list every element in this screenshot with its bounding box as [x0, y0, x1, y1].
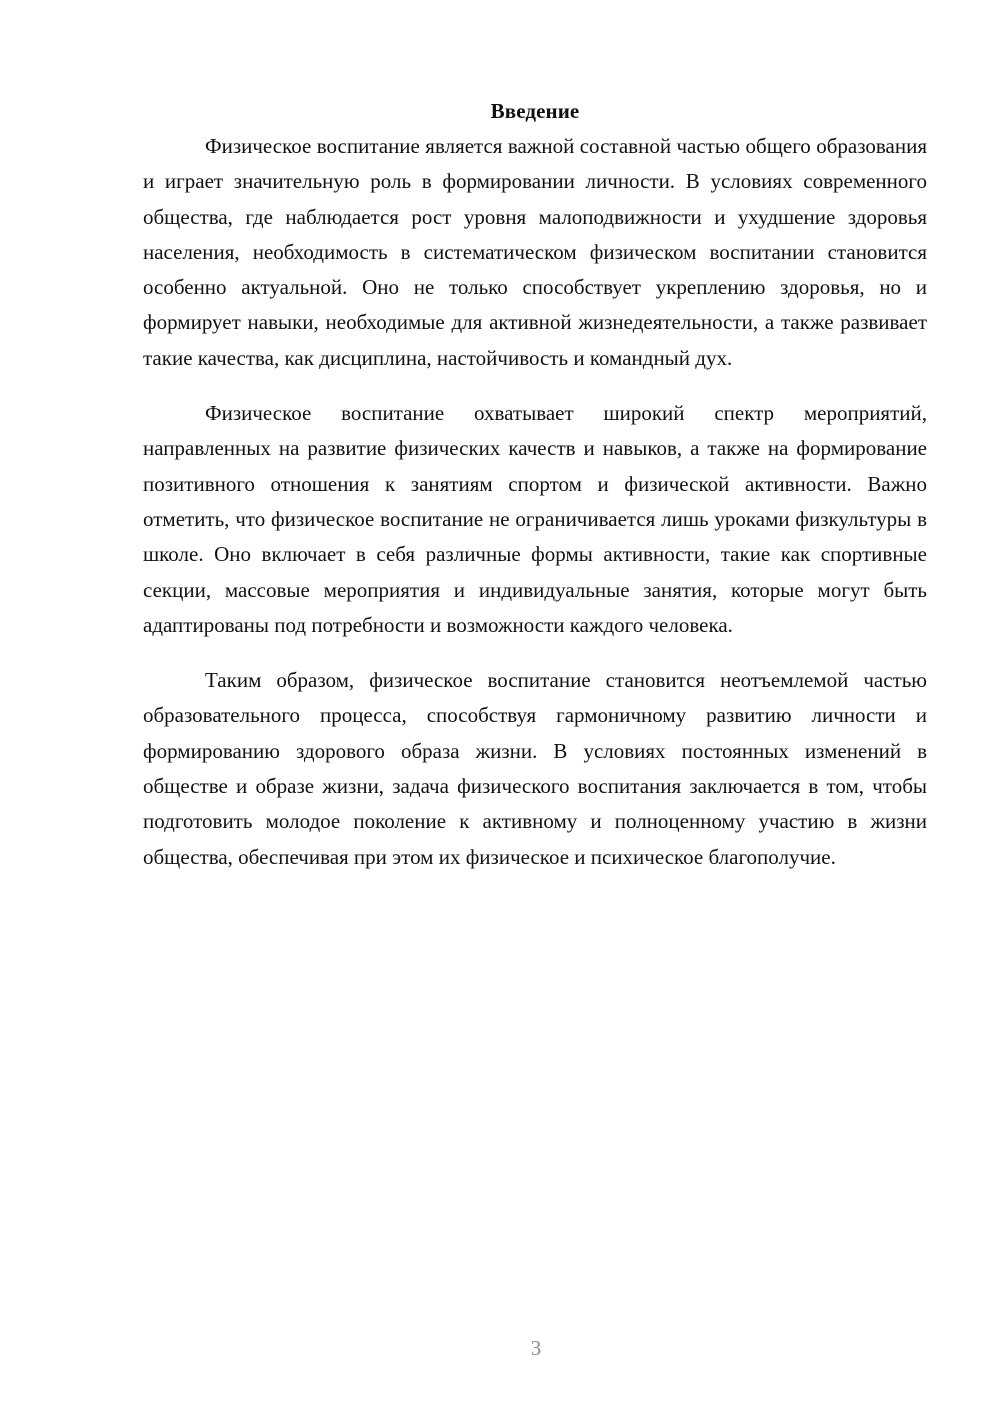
paragraph-scope: Физическое воспитание охватывает широкий спектр мероприятий, направленных на развитие физических качеств и навыков, а также на формирование позитивного отношения к занятиям спортом и физической активности. Важно отметить, что физическое воспитание не ограничивается лишь уроками физкультуры в школе. Оно включает в себя различные формы активности, такие как спортивные секции, массовые мероприятия и индивидуальные занятия, которые могут быть адаптированы под потребности и возможности каждого человека.	[143, 401, 927, 637]
page-number: 3	[530, 1336, 542, 1360]
section-title: Введение	[490, 99, 580, 123]
paragraph-intro: Физическое воспитание является важной составной частью общего образования и играет значительную роль в формировании личности. В условиях современного общества, где наблюдается рост уровня малоподвижности и ухудшение здоровья населения, необходимость в систематическом физическом воспитании становится особенно актуальной. Оно не только способствует укреплению здоровья, но и формирует навыки, необходимые для активной жизнедеятельности, а также развивает такие качества, как дисциплина, настойчивость и командный дух.	[143, 134, 927, 370]
paragraph-conclusion: Таким образом, физическое воспитание становится неотъемлемой частью образовательного процесса, способствуя гармоничному развитию личности и формированию здорового образа жизни. В условиях постоянных изменений в обществе и образе жизни, задача физического воспитания заключается в том, чтобы подготовить молодое поколение к активному и полноценному участию в жизни общества, обеспечивая при этом их физическое и психическое благополучие.	[143, 668, 927, 869]
document-body	[143, 96, 927, 875]
